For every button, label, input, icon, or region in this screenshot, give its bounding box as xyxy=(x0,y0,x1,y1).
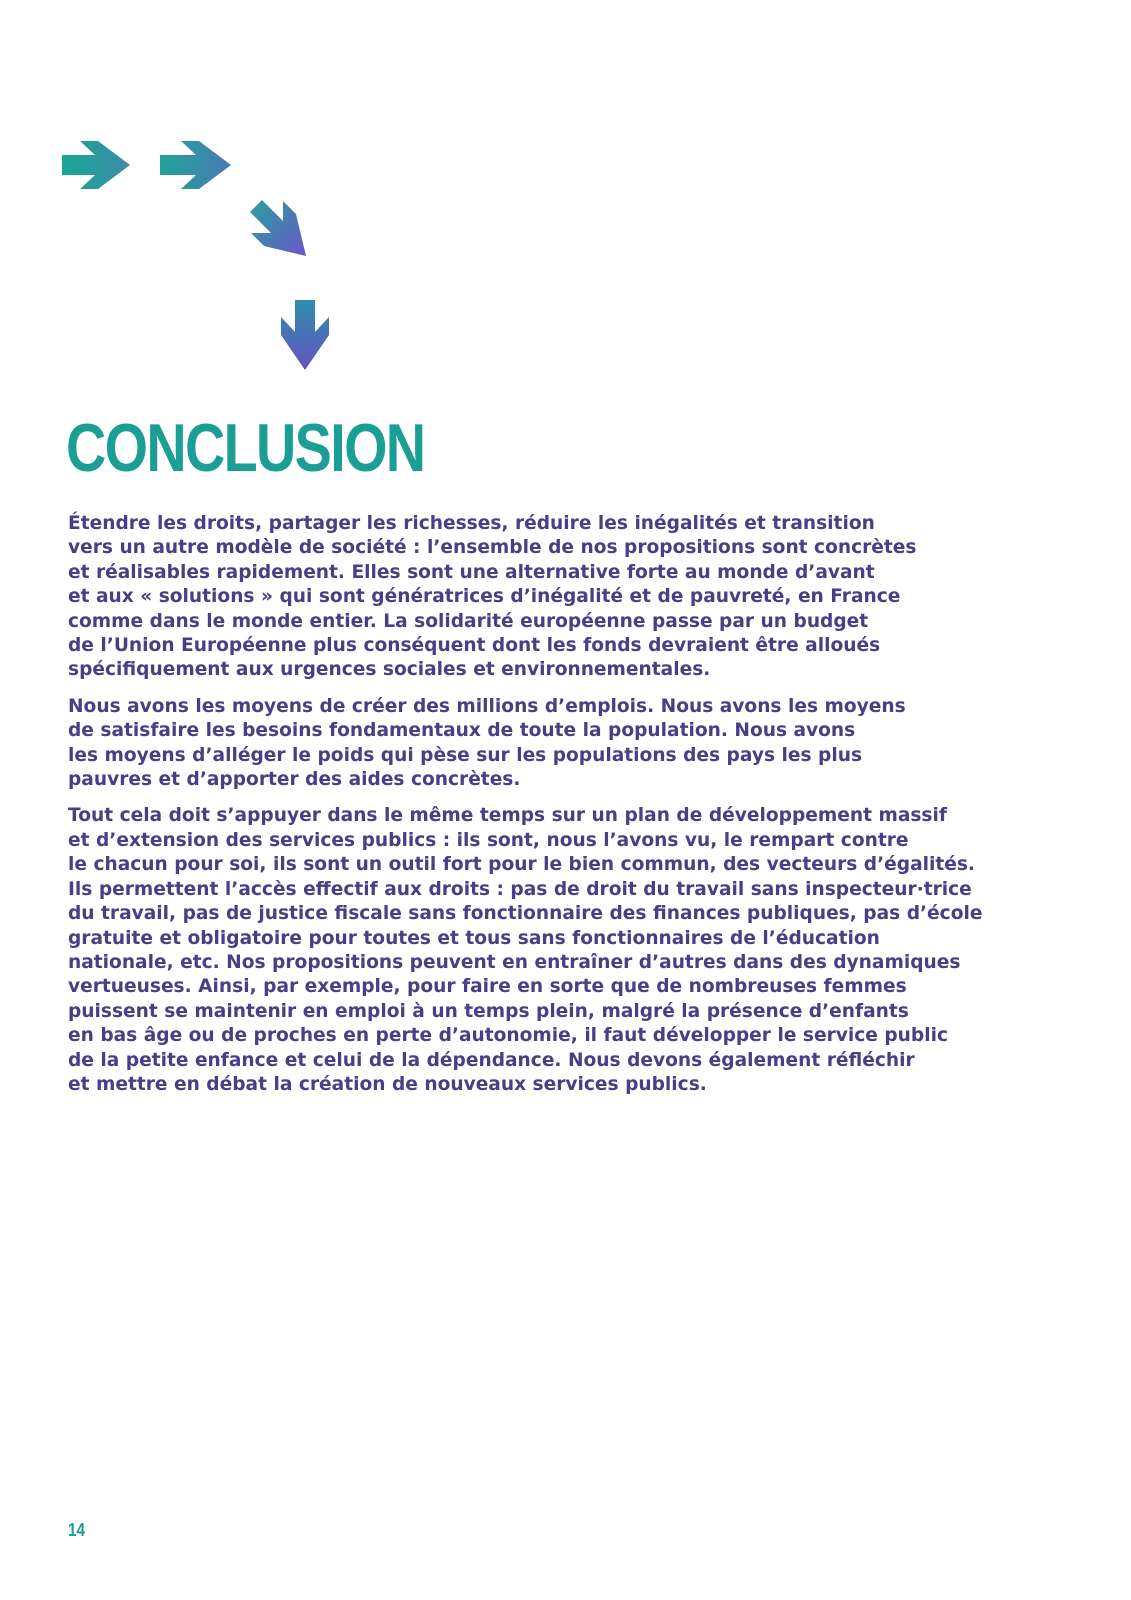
text-line: vers un autre modèle de société : l’ensemble de nos propositions sont concrètes xyxy=(68,537,917,559)
page-number: 14 xyxy=(68,1520,86,1540)
body-text xyxy=(68,512,1028,1109)
paragraph xyxy=(68,804,1028,1097)
text-line: Étendre les droits, partager les richesses, réduire les inégalités et transition xyxy=(68,513,875,534)
text-line: les moyens d’alléger le poids qui pèse sur les populations des pays les plus xyxy=(68,744,863,766)
decorative-arrows xyxy=(0,0,400,400)
text-line: et mettre en débat la création de nouveaux services publics. xyxy=(68,1073,707,1095)
text-line: de satisfaire les besoins fondamentaux de toute la population. Nous avons xyxy=(68,720,856,742)
text-line: le chacun pour soi, ils sont un outil fort pour le bien commun, des vecteurs d’égalités. xyxy=(68,854,975,876)
text-line: nationale, etc. Nos propositions peuvent en entraîner d’autres dans des dynamiques xyxy=(68,951,961,973)
paragraph xyxy=(68,512,1028,683)
text-line: Ils permettent l’accès effectif aux droits : pas de droit du travail sans inspecteur·trice xyxy=(68,878,972,900)
text-line: et d’extension des services publics : ils sont, nous l’avons vu, le rempart contre xyxy=(68,829,909,851)
text-line: en bas âge ou de proches en perte d’autonomie, il faut développer le service public xyxy=(68,1025,948,1047)
text-line: Tout cela doit s’appuyer dans le même temps sur un plan de développement massif xyxy=(68,805,947,827)
text-line: et aux « solutions » qui sont génératrices d’inégalité et de pauvreté, en France xyxy=(68,586,901,608)
paragraph xyxy=(68,695,1028,793)
arrow-down-right-icon xyxy=(250,200,306,256)
text-line: de l’Union Européenne plus conséquent dont les fonds devraient être alloués xyxy=(68,635,881,657)
arrow-right-icon xyxy=(160,141,231,189)
page-title: CONCLUSION xyxy=(66,410,425,486)
text-line: de la petite enfance et celui de la dépendance. Nous devons également réfléchir xyxy=(68,1049,915,1071)
text-line: vertueuses. Ainsi, par exemple, pour faire en sorte que de nombreuses femmes xyxy=(68,976,907,998)
arrow-right-icon xyxy=(62,141,130,189)
text-line: Nous avons les moyens de créer des millions d’emplois. Nous avons les moyens xyxy=(68,695,906,717)
text-line: et réalisables rapidement. Elles sont une alternative forte au monde d’avant xyxy=(68,561,875,583)
text-line: puissent se maintenir en emploi à un temps plein, malgré la présence d’enfants xyxy=(68,1000,909,1022)
text-line: gratuite et obligatoire pour toutes et tous sans fonctionnaires de l’éducation xyxy=(68,927,880,949)
arrow-down-icon xyxy=(281,300,329,370)
text-line: pauvres et d’apporter des aides concrètes. xyxy=(68,769,521,791)
text-line: du travail, pas de justice fiscale sans fonctionnaire des finances publiques, pas d’école xyxy=(68,903,983,925)
text-line: spécifiquement aux urgences sociales et environnementales. xyxy=(68,659,711,681)
text-line: comme dans le monde entier. La solidarité européenne passe par un budget xyxy=(68,610,869,632)
